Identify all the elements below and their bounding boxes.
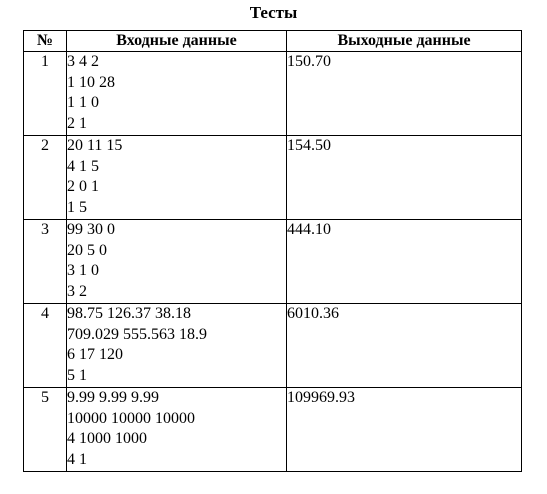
- header-num: №: [24, 31, 67, 52]
- table-row: [24, 220, 522, 304]
- header-input: Входные данные: [67, 31, 287, 52]
- input-line: 3 1 0: [67, 262, 99, 279]
- test-number: 4: [24, 304, 67, 388]
- input-line: 2 1: [67, 114, 87, 132]
- tests-table: [23, 30, 522, 472]
- input-line: 1 1 0: [67, 94, 99, 111]
- input-line: 99 30 0: [67, 221, 115, 238]
- input-line: 9.99 9.99 9.99: [67, 389, 159, 406]
- input-line: 3 2: [67, 282, 87, 300]
- input-line: 98.75 126.37 38.18: [67, 305, 191, 322]
- header-output: Выходные данные: [287, 31, 522, 52]
- input-data: [67, 388, 287, 472]
- output-data: 154.50: [287, 136, 522, 220]
- input-line: 709.029 555.563 18.9: [67, 325, 207, 343]
- input-data: [67, 52, 287, 136]
- page-title: Тесты: [249, 3, 298, 22]
- input-line: 1 10 28: [67, 73, 115, 91]
- output-data: 444.10: [287, 220, 522, 304]
- output-data: 6010.36: [287, 304, 522, 388]
- test-number: 3: [24, 220, 67, 304]
- input-line: 20 5 0: [67, 241, 107, 259]
- input-line: 10000 10000 10000: [67, 409, 195, 427]
- header-row: [24, 31, 522, 52]
- input-data: [67, 304, 287, 388]
- input-data: [67, 220, 287, 304]
- test-number: 2: [24, 136, 67, 220]
- test-number: 1: [24, 52, 67, 136]
- input-line: 6 17 120: [67, 346, 123, 363]
- input-line: 2 0 1: [67, 178, 99, 195]
- input-line: 4 1000 1000: [67, 430, 147, 447]
- input-line: 20 11 15: [67, 137, 123, 154]
- input-line: 1 5: [67, 198, 87, 216]
- input-line: 3 4 2: [67, 53, 99, 70]
- test-number: 5: [24, 388, 67, 472]
- table-row: [24, 388, 522, 472]
- output-data: 109969.93: [287, 388, 522, 472]
- output-data: 150.70: [287, 52, 522, 136]
- input-line: 4 1: [67, 450, 87, 468]
- input-line: 4 1 5: [67, 157, 99, 175]
- table-row: [24, 136, 522, 220]
- input-data: [67, 136, 287, 220]
- table-row: [24, 304, 522, 388]
- table-row: [24, 52, 522, 136]
- input-line: 5 1: [67, 366, 87, 384]
